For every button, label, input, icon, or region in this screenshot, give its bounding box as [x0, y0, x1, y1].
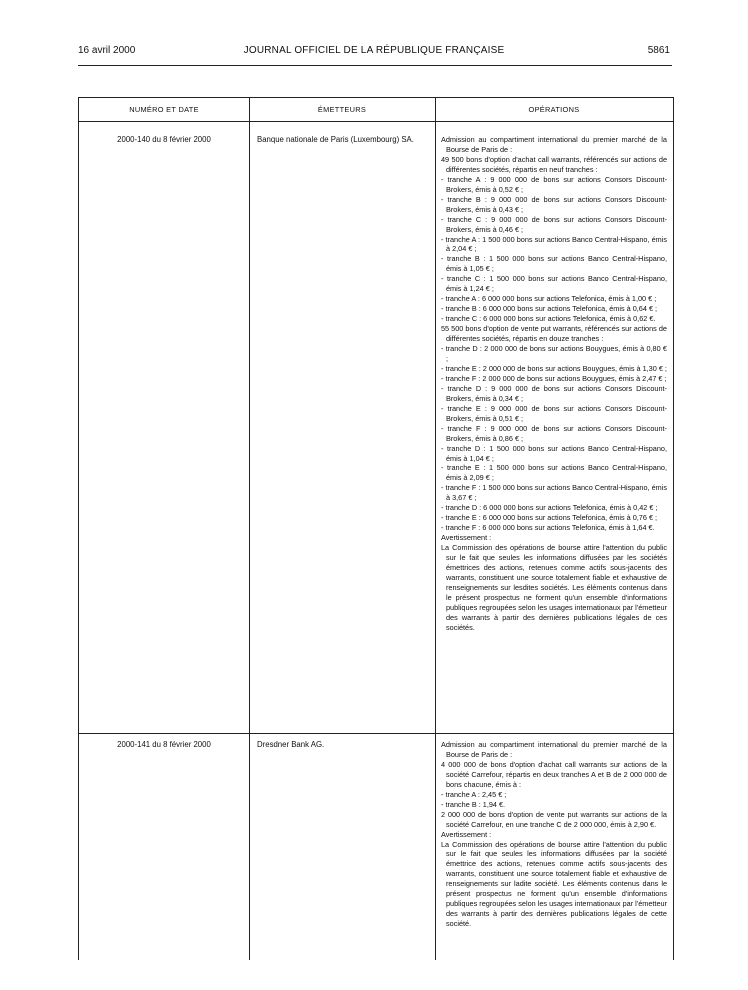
op-line: Admission au compartiment international du premier marché de la Bourse de Paris de :	[441, 740, 667, 759]
warning-heading: Avertissement :	[441, 829, 492, 839]
row-number-date: 2000-141 du 8 février 2000	[117, 740, 211, 749]
header-row-rule	[79, 121, 673, 122]
op-line: - tranche A : 1 500 000 bons sur actions Banco Central-Hispano, émis à 2,04 € ;	[441, 234, 667, 254]
column-divider	[249, 98, 250, 960]
op-line: - tranche A : 9 000 000 de bons sur actions Consors Discount-Brokers, émis à 0,52 € ;	[441, 174, 667, 194]
op-line: - tranche B : 1 500 000 bons sur actions Banco Central-Hispano, émis à 1,05 € ;	[441, 254, 667, 274]
row-issuer: Banque nationale de Paris (Luxembourg) SA.	[257, 135, 414, 144]
op-line: 55 500 bons d'option de vente put warrants, référencés sur actions de différentes sociétés, répartis en douze tranches :	[441, 324, 667, 344]
op-line: Admission au compartiment international du premier marché de la Bourse de Paris de :	[441, 135, 667, 154]
op-line: - tranche C : 1 500 000 bons sur actions Banco Central-Hispano, émis à 1,24 € ;	[441, 274, 667, 294]
warning-heading: Avertissement :	[441, 533, 492, 543]
header-date: 16 avril 2000	[78, 45, 136, 56]
op-line: - tranche F : 1 500 000 bons sur actions Banco Central-Hispano, émis à 3,67 € ;	[441, 483, 667, 503]
warning-text: La Commission des opérations de bourse attire l'attention du public sur le fait que seules les informations diffusées par les sociétés émettrices des actions, retenues comme actifs sous-jacents des warrants, constituent une source totalement fiable et exhaustive de renseignements sur lesdites sociétés. Les éléments contenus dans le présent prospectus ne forment qu'un ensemble d'informations publiques regroupées selon les usages internationaux par l'émetteur des warrants à partir des dernières publications légales de ces sociétés.	[441, 543, 667, 632]
op-line: - tranche D : 1 500 000 bons sur actions Banco Central-Hispano, émis à 1,04 € ;	[441, 443, 667, 463]
column-header-number-date: NUMÉRO ET DATE	[129, 105, 199, 114]
row-operations	[441, 740, 667, 929]
op-line: - tranche C : 6 000 000 bons sur actions Telefonica, émis à 0,62 €.	[441, 314, 656, 324]
op-line: 49 500 bons d'option d'achat call warrants, référencés sur actions de différentes sociétés, répartis en neuf tranches :	[441, 154, 667, 174]
op-line: - tranche A : 2,45 € ;	[441, 789, 507, 799]
warning-text: La Commission des opérations de bourse attire l'attention du public sur le fait que seules les informations diffusées par la société émettrice des actions, retenues comme actifs sous-jacents des warrants, constituent une source totalement fiable et exhaustive de renseignements sur ladite société. Les éléments contenus dans le présent prospectus ne forment qu'un ensemble d'informations publiques regroupées selon les usages internationaux par l'émetteur des warrants à partir des dernières publications légales de cette société.	[441, 839, 667, 929]
column-header-operations: OPÉRATIONS	[528, 105, 580, 114]
op-line: - tranche D : 6 000 000 bons sur actions Telefonica, émis à 0,42 € ;	[441, 503, 658, 513]
op-line: - tranche F : 9 000 000 de bons sur actions Consors Discount-Brokers, émis à 0,86 € ;	[441, 423, 667, 443]
op-line: - tranche E : 9 000 000 de bons sur actions Consors Discount-Brokers, émis à 0,51 € ;	[441, 403, 667, 423]
page-number: 5861	[647, 45, 670, 56]
op-line: - tranche C : 9 000 000 de bons sur actions Consors Discount-Brokers, émis à 0,46 € ;	[441, 214, 667, 234]
row-operations	[441, 135, 667, 633]
op-line: - tranche B : 6 000 000 bons sur actions Telefonica, émis à 0,64 € ;	[441, 304, 658, 314]
header-rule	[78, 65, 672, 66]
operations-table	[78, 97, 674, 960]
op-line: - tranche B : 9 000 000 de bons sur actions Consors Discount-Brokers, émis à 0,43 € ;	[441, 194, 667, 214]
op-line: 2 000 000 de bons d'option de vente put warrants sur actions de la société Carrefour, en une tranche C de 2 000 000, émis à 2,90 €.	[441, 809, 667, 829]
op-line: - tranche E : 2 000 000 de bons sur actions Bouygues, émis à 1,30 € ;	[441, 363, 667, 373]
op-line: - tranche F : 6 000 000 bons sur actions Telefonica, émis à 1,64 €.	[441, 523, 655, 533]
column-header-issuers: ÉMETTEURS	[317, 105, 367, 114]
op-line: - tranche F : 2 000 000 de bons sur actions Bouygues, émis à 2,47 € ;	[441, 373, 667, 383]
op-line: - tranche E : 6 000 000 bons sur actions Telefonica, émis à 0,76 € ;	[441, 513, 658, 523]
column-divider	[435, 98, 436, 960]
row-issuer: Dresdner Bank AG.	[257, 740, 325, 749]
journal-title: JOURNAL OFFICIEL DE LA RÉPUBLIQUE FRANÇAISE	[243, 45, 505, 56]
op-line: - tranche B : 1,94 €.	[441, 799, 506, 809]
op-line: - tranche D : 9 000 000 de bons sur actions Consors Discount-Brokers, émis à 0,34 € ;	[441, 383, 667, 403]
op-line: - tranche A : 6 000 000 bons sur actions Telefonica, émis à 1,00 € ;	[441, 294, 657, 304]
page-header	[78, 45, 670, 59]
row-number-date: 2000-140 du 8 février 2000	[117, 135, 211, 144]
op-line: - tranche E : 1 500 000 bons sur actions Banco Central-Hispano, émis à 2,09 € ;	[441, 463, 667, 483]
row-divider	[79, 733, 673, 734]
op-line: - tranche D : 2 000 000 de bons sur actions Bouygues, émis à 0,80 € ;	[441, 344, 667, 363]
op-line: 4 000 000 de bons d'option d'achat call warrants sur actions de la société Carrefour, répartis en deux tranches A et B de 2 000 000 de bons chacune, émis à :	[441, 759, 667, 789]
